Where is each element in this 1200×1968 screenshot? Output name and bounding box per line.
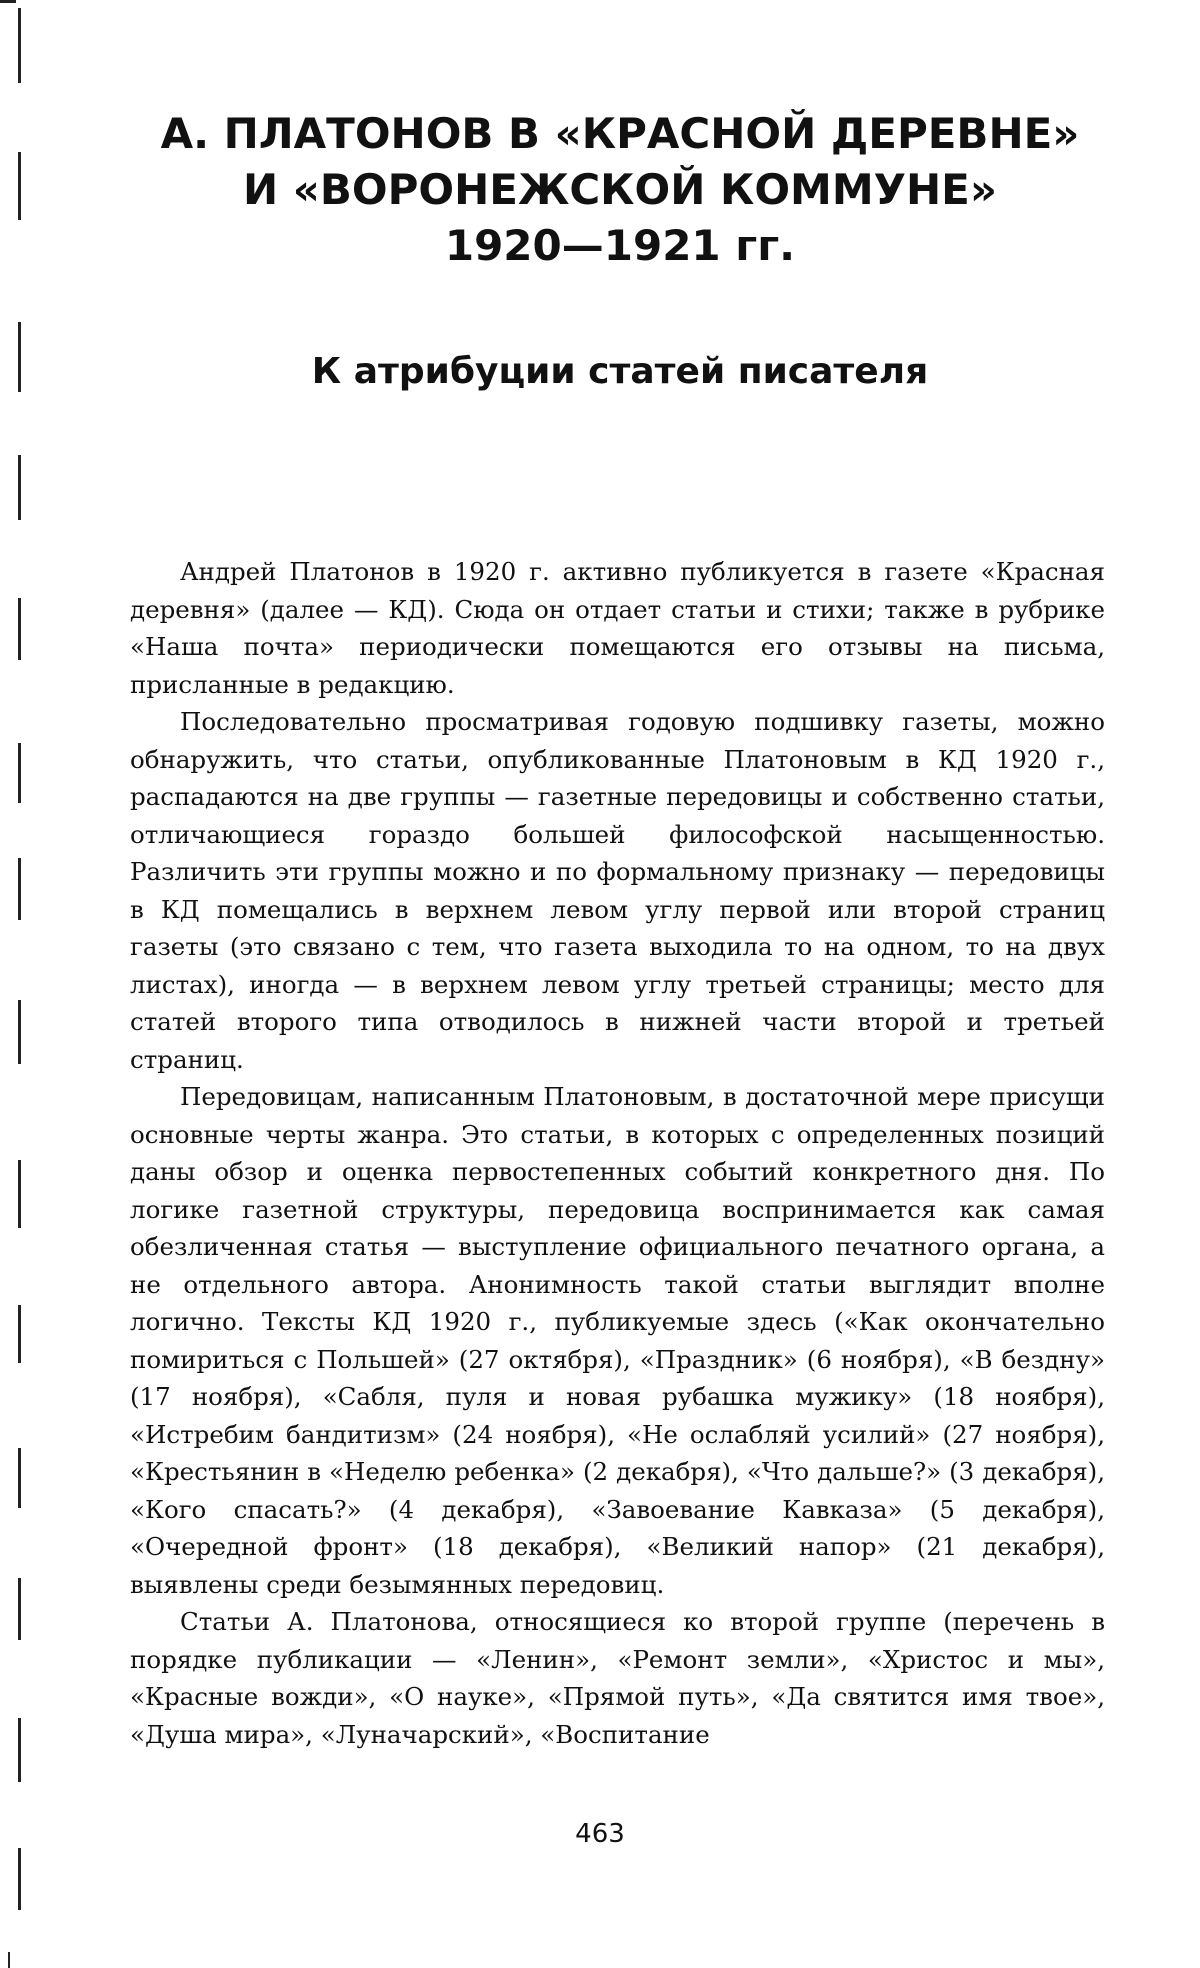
scan-edge-mark	[18, 858, 21, 920]
scan-bottom-mark	[8, 1952, 10, 1968]
scan-edge-mark	[18, 152, 21, 220]
body-paragraph: Последовательно просматривая годовую подшивку газеты, можно обнаружить, что статьи, опубликованные Платоновым в КД 1920 г., распадаются на две группы — газетные передовицы и собственно статьи, отличающиеся гораздо большей философской насыщенностью. Различить эти группы можно и по формальному признаку — передовицы в КД помещались в верхнем левом углу первой или второй страниц газеты (это связано с тем, что газета выходила то на одном, то на двух листах), иногда — в верхнем левом углу третьей страницы; место для статей второго типа отводилось в нижней части второй и третьей страниц.	[130, 707, 1105, 1074]
page-number: 463	[575, 1819, 625, 1849]
body-paragraph: Статьи А. Платонова, относящиеся ко второй группе (перечень в порядке публикации — «Ленин», «Ремонт земли», «Христос и мы», «Красные вожди», «О науке», «Прямой путь», «Да святится имя твое», «Душа мира», «Луначарский», «Воспитание	[130, 1607, 1105, 1749]
scan-edge-mark	[18, 1448, 21, 1508]
scan-edge-mark	[18, 1578, 21, 1640]
scan-edge-mark	[18, 1160, 21, 1228]
article-body	[130, 553, 1105, 1753]
article-title-line: 1920—1921 гг.	[444, 221, 796, 270]
scan-edge-mark	[18, 1848, 21, 1910]
scan-corner-mark	[0, 0, 16, 3]
article-title-line: А. ПЛАТОНОВ В «КРАСНОЙ ДЕРЕВНЕ»	[160, 109, 1080, 158]
scan-edge-mark	[18, 8, 21, 83]
scan-edge-mark	[18, 1305, 21, 1363]
article-subtitle: К атрибуции статей писателя	[311, 351, 929, 392]
scan-edge-mark	[18, 1000, 21, 1064]
article-title	[130, 106, 1110, 274]
scan-edge-mark	[18, 455, 21, 520]
body-paragraph: Андрей Платонов в 1920 г. активно публикуется в газете «Красная деревня» (далее — КД). Сюда он отдает статьи и стихи; также в рубрике «Наша почта» периодически помещаются его отзывы на письма, присланные в редакцию.	[130, 557, 1105, 699]
scan-edge-mark	[18, 322, 21, 392]
scan-edge-mark	[18, 1718, 21, 1782]
scan-edge-mark	[18, 598, 21, 660]
scan-edge-mark	[18, 743, 21, 803]
article-title-line: И «ВОРОНЕЖСКОЙ КОММУНЕ»	[243, 165, 997, 214]
body-paragraph: Передовицам, написанным Платоновым, в достаточной мере присущи основные черты жанра. Это статьи, в которых с определенных позиций даны обзор и оценка первостепенных событий конкретного дня. По логике газетной структуры, передовица воспринимается как самая обезличенная статья — выступление официального печатного органа, а не отдельного автора. Анонимность такой статьи выглядит вполне логично. Тексты КД 1920 г., публикуемые здесь («Как окончательно помириться с Польшей» (27 октября), «Праздник» (6 ноября), «В бездну» (17 ноября), «Сабля, пуля и новая рубашка мужику» (18 ноября), «Истребим бандитизм» (24 ноября), «Не ослабляй усилий» (27 ноября), «Крестьянин в «Неделю ребенка» (2 декабря), «Что дальше?» (3 декабря), «Кого спасать?» (4 декабря), «Завоевание Кавказа» (5 декабря), «Очередной фронт» (18 декабря), «Великий напор» (21 декабря), выявлены среди безымянных передовиц.	[130, 1082, 1105, 1599]
